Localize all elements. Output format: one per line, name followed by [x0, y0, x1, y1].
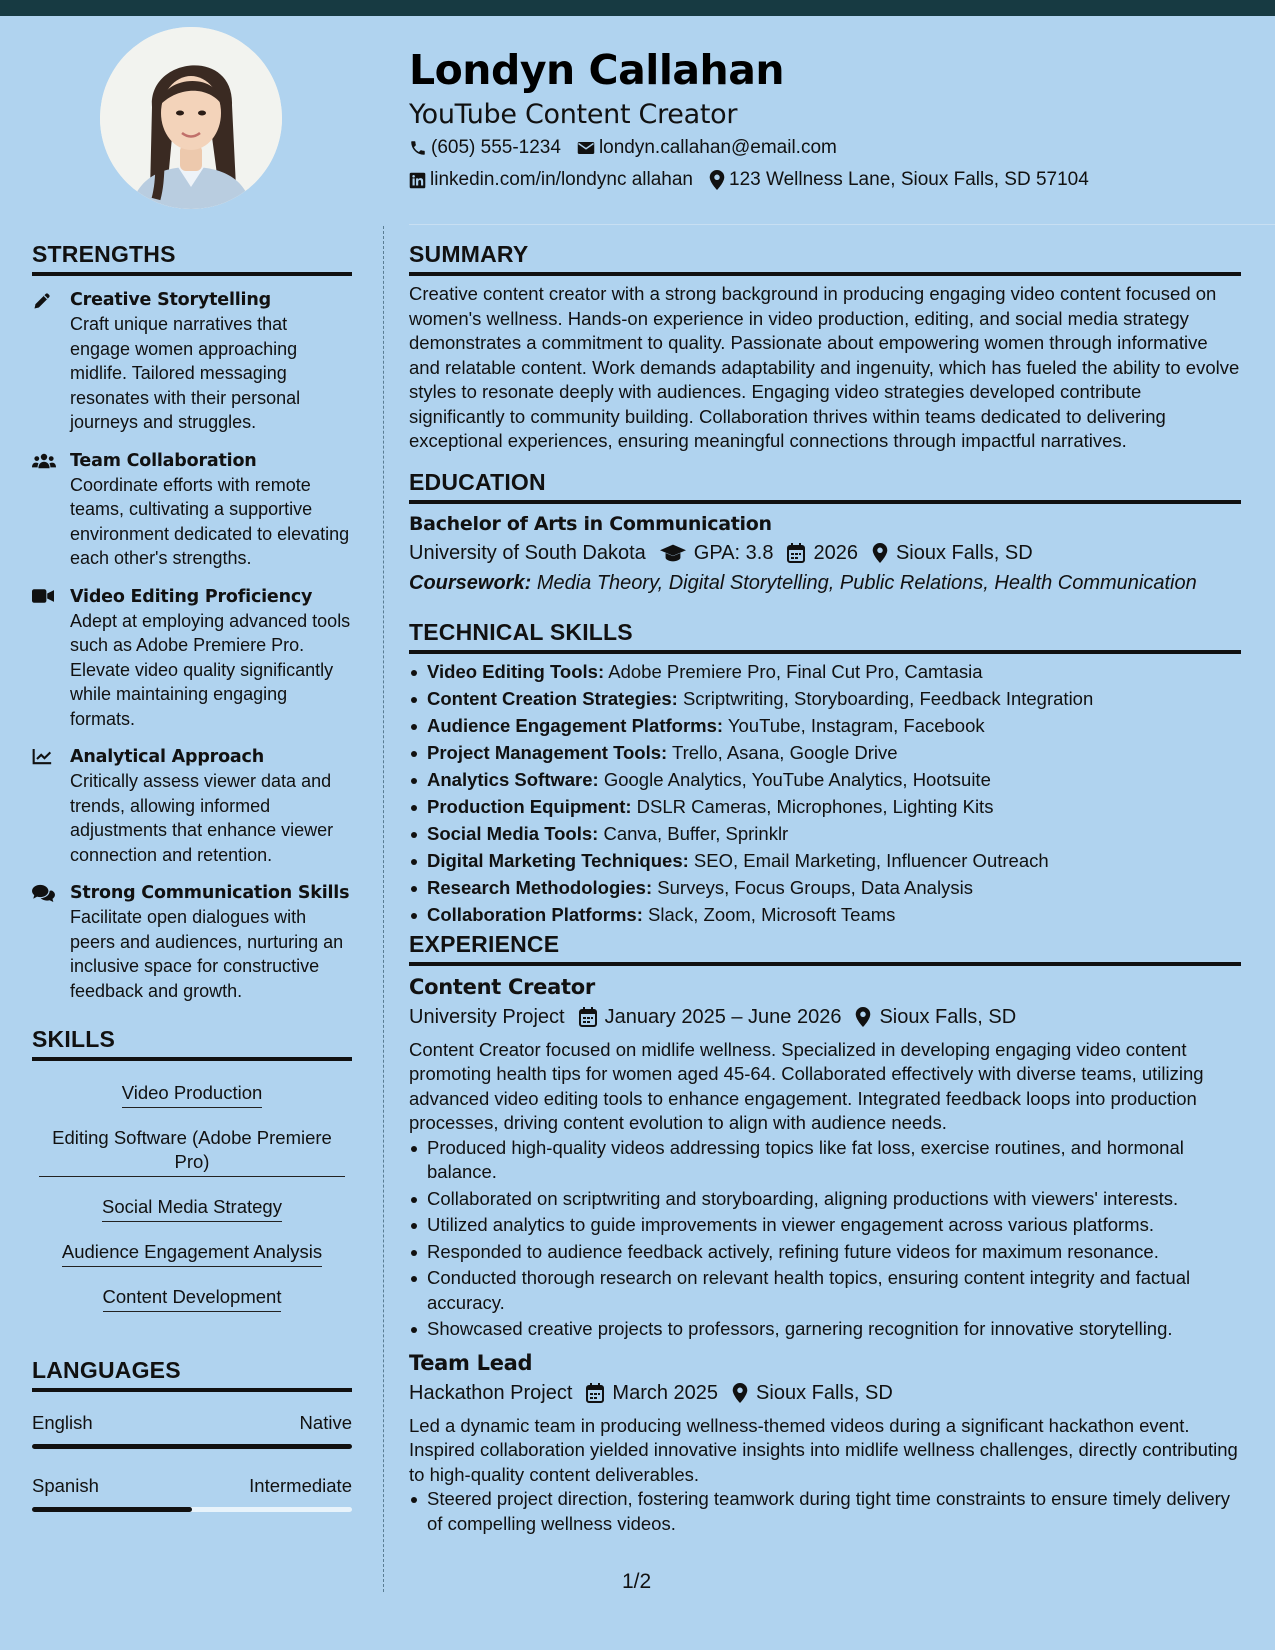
- coursework-list: Media Theory, Digital Storytelling, Public Relations, Health Communication: [536, 571, 1197, 594]
- language-bar: [32, 1507, 352, 1512]
- language-name: English: [32, 1412, 93, 1433]
- strength-desc: Coordinate efforts with remote teams, cultivating a supportive environment dedicated to elevating each other's strengths.: [70, 474, 350, 568]
- job-entry: [409, 972, 1241, 1342]
- job-title: Content Creator: [409, 974, 595, 999]
- job-org: Hackathon Project: [409, 1381, 573, 1404]
- header-divider: [409, 224, 1275, 225]
- list-item: Social Media Tools: Canva, Buffer, Sprinklr: [409, 822, 1241, 847]
- envelope-icon: [577, 140, 595, 156]
- comments-icon: [32, 884, 55, 902]
- job-description: Content Creator focused on midlife wellness. Specialized in developing engaging video content promoting health tips for women aged 45-64. Collaborated effectively with diverse teams, utilizing advanced video editing tools to enhance engagement. Integrated feedback loops into production processes, driving content evolution to align with audience needs.: [409, 1038, 1204, 1133]
- job-org: University Project: [409, 1005, 565, 1028]
- map-pin-icon: [709, 170, 725, 190]
- strength-title: Team Collaboration: [70, 450, 257, 471]
- list-item: Collaborated on scriptwriting and storyboarding, aligning productions with viewers' interests.: [409, 1187, 1241, 1212]
- language-name: Spanish: [32, 1475, 99, 1496]
- skill-item: Video Production: [122, 1077, 263, 1108]
- strength-item: [32, 288, 352, 435]
- list-item: Production Equipment: DSLR Cameras, Microphones, Lighting Kits: [409, 795, 1241, 820]
- skills-list: [32, 1073, 352, 1322]
- job-meta: [409, 1002, 1241, 1032]
- language-item: [32, 1473, 352, 1512]
- contact-linkedin[interactable]: [409, 164, 693, 196]
- top-accent-bar: [0, 0, 1275, 16]
- email-text: londyn.callahan@email.com: [598, 137, 837, 158]
- language-bar-fill: [32, 1444, 352, 1449]
- summary-text: Creative content creator with a strong background in producing engaging video content focused on women's wellness. Hands-on experience in video production, editing, and social media strategy demonstrates a commitment to quality. Passionate about empowering women through informative and relatable content. Work demands adaptability and ingenuity, which has fueled the ability to evolve styles to resonate deeply with audiences. Engaging video strategies developed contribute significantly to community building. Collaboration thrives within teams dedicated to delivering exceptional experiences, ensuring meaningful connections through impactful narratives.: [409, 283, 1240, 451]
- map-pin-icon: [732, 1383, 748, 1403]
- right-column: [409, 240, 1241, 1538]
- list-item: Conducted thorough research on relevant health topics, ensuring content integrity and factual accuracy.: [409, 1266, 1241, 1315]
- graduation-year: 2026: [787, 538, 858, 568]
- strength-desc: Adept at employing advanced tools such as Adobe Premiere Pro. Elevate video quality significantly while maintaining engaging formats.: [70, 610, 351, 729]
- job-dates: January 2025 – June 2026: [579, 1002, 842, 1032]
- strength-desc: Critically assess viewer data and trends, allowing informed adjustments that enhance viewer connection and retention.: [70, 771, 334, 865]
- strength-item: [32, 881, 352, 1003]
- language-level: Native: [299, 1412, 352, 1433]
- strength-title: Creative Storytelling: [70, 290, 271, 310]
- skill-item: Editing Software (Adobe Premiere Pro): [39, 1122, 345, 1177]
- summary-heading: SUMMARY: [409, 240, 1241, 276]
- skill-item: Audience Engagement Analysis: [62, 1236, 322, 1267]
- page-number: 1/2: [622, 1570, 652, 1593]
- list-item: Utilized analytics to guide improvements in viewer engagement across various platforms.: [409, 1213, 1241, 1238]
- users-icon: [32, 452, 56, 470]
- strength-desc: Craft unique narratives that engage women approaching midlife. Tailored messaging resonates with their personal journeys and struggles.: [70, 314, 301, 432]
- language-item: [32, 1410, 352, 1449]
- graduation-cap-icon: [660, 544, 686, 562]
- coursework: [409, 568, 1241, 598]
- linkedin-text: linkedin.com/in/londync allahan: [430, 169, 693, 190]
- job-dates: March 2025: [586, 1378, 718, 1408]
- language-bar: [32, 1444, 352, 1449]
- phone-text: (605) 555-1234: [431, 137, 561, 158]
- list-item: Analytics Software: Google Analytics, YouTube Analytics, Hootsuite: [409, 768, 1241, 793]
- left-column: [32, 240, 352, 1536]
- language-bar-fill: [32, 1507, 192, 1512]
- list-item: Collaboration Platforms: Slack, Zoom, Microsoft Teams: [409, 903, 1241, 928]
- strength-desc: Facilitate open dialogues with peers and audiences, nurturing an inclusive space for constructive feedback and growth.: [70, 907, 344, 1001]
- gpa: GPA: 3.8: [660, 538, 774, 568]
- list-item: Steered project direction, fostering teamwork during tight time constraints to ensure timely delivery of compelling wellness videos.: [409, 1487, 1241, 1536]
- map-pin-icon: [872, 543, 888, 563]
- chart-line-icon: [32, 748, 52, 765]
- technical-skills-list: [409, 660, 1241, 928]
- job-bullets: [409, 1487, 1241, 1536]
- job-bullets: [409, 1136, 1241, 1342]
- list-item: Video Editing Tools: Adobe Premiere Pro, Final Cut Pro, Camtasia: [409, 660, 1241, 685]
- list-item: Content Creation Strategies: Scriptwriting, Storyboarding, Feedback Integration: [409, 687, 1241, 712]
- school-name: University of South Dakota: [409, 541, 646, 564]
- list-item: Showcased creative projects to professors, garnering recognition for innovative storytelling.: [409, 1317, 1241, 1342]
- coursework-label: Coursework:: [409, 571, 532, 594]
- education-meta: [409, 538, 1241, 568]
- skill-item: Social Media Strategy: [102, 1191, 282, 1222]
- list-item: Audience Engagement Platforms: YouTube, Instagram, Facebook: [409, 714, 1241, 739]
- strength-title: Video Editing Proficiency: [70, 586, 313, 607]
- job-location: Sioux Falls, SD: [732, 1378, 893, 1408]
- list-item: Digital Marketing Techniques: SEO, Email Marketing, Influencer Outreach: [409, 849, 1241, 874]
- candidate-name: Londyn Callahan: [409, 46, 785, 94]
- job-description: Led a dynamic team in producing wellness-themed videos during a significant hackathon event. Inspired collaboration yielded innovative insights into midlife wellness challenges, directly contributing to high-quality content deliverables.: [409, 1414, 1238, 1485]
- pencil-icon: [32, 291, 52, 311]
- profile-photo: [100, 27, 282, 209]
- contact-line-1: [409, 132, 1249, 164]
- education-location: Sioux Falls, SD: [872, 538, 1033, 568]
- experience-list: [409, 972, 1241, 1537]
- experience-heading: EXPERIENCE: [409, 930, 1241, 966]
- list-item: Produced high-quality videos addressing topics like fat loss, exercise routines, and hormonal balance.: [409, 1136, 1241, 1185]
- education-heading: EDUCATION: [409, 468, 1241, 504]
- strength-item: [32, 449, 352, 571]
- job-meta: [409, 1378, 1241, 1408]
- list-item: Research Methodologies: Surveys, Focus Groups, Data Analysis: [409, 876, 1241, 901]
- map-pin-icon: [855, 1007, 871, 1027]
- list-item: Responded to audience feedback actively, refining future videos for maximum resonance.: [409, 1240, 1241, 1265]
- contact-address: [709, 164, 1089, 196]
- skills-heading: SKILLS: [32, 1025, 352, 1061]
- address-text: 123 Wellness Lane, Sioux Falls, SD 57104: [729, 169, 1089, 190]
- video-icon: [32, 588, 54, 604]
- technical-skills-heading: TECHNICAL SKILLS: [409, 618, 1241, 654]
- degree-title: Bachelor of Arts in Communication: [409, 512, 772, 535]
- skill-item: Content Development: [103, 1281, 282, 1312]
- languages-heading: LANGUAGES: [32, 1356, 352, 1392]
- contact-email[interactable]: [577, 132, 837, 164]
- job-title: Team Lead: [409, 1350, 533, 1375]
- phone-icon: [409, 139, 427, 157]
- contact-line-2: [409, 164, 1249, 196]
- strength-item: [32, 585, 352, 732]
- contact-phone[interactable]: [409, 132, 561, 164]
- calendar-icon: [787, 543, 805, 563]
- language-level: Intermediate: [249, 1475, 352, 1496]
- list-item: Project Management Tools: Trello, Asana, Google Drive: [409, 741, 1241, 766]
- strength-item: [32, 745, 352, 867]
- column-divider: [383, 226, 384, 1592]
- calendar-icon: [586, 1383, 604, 1403]
- strengths-heading: STRENGTHS: [32, 240, 352, 276]
- strength-title: Analytical Approach: [70, 747, 264, 767]
- strength-title: Strong Communication Skills: [70, 883, 350, 903]
- linkedin-icon: [409, 172, 426, 189]
- candidate-role: YouTube Content Creator: [409, 99, 738, 130]
- job-entry: [409, 1348, 1241, 1537]
- calendar-icon: [579, 1007, 597, 1027]
- resume-header: [409, 42, 1249, 196]
- job-location: Sioux Falls, SD: [855, 1002, 1016, 1032]
